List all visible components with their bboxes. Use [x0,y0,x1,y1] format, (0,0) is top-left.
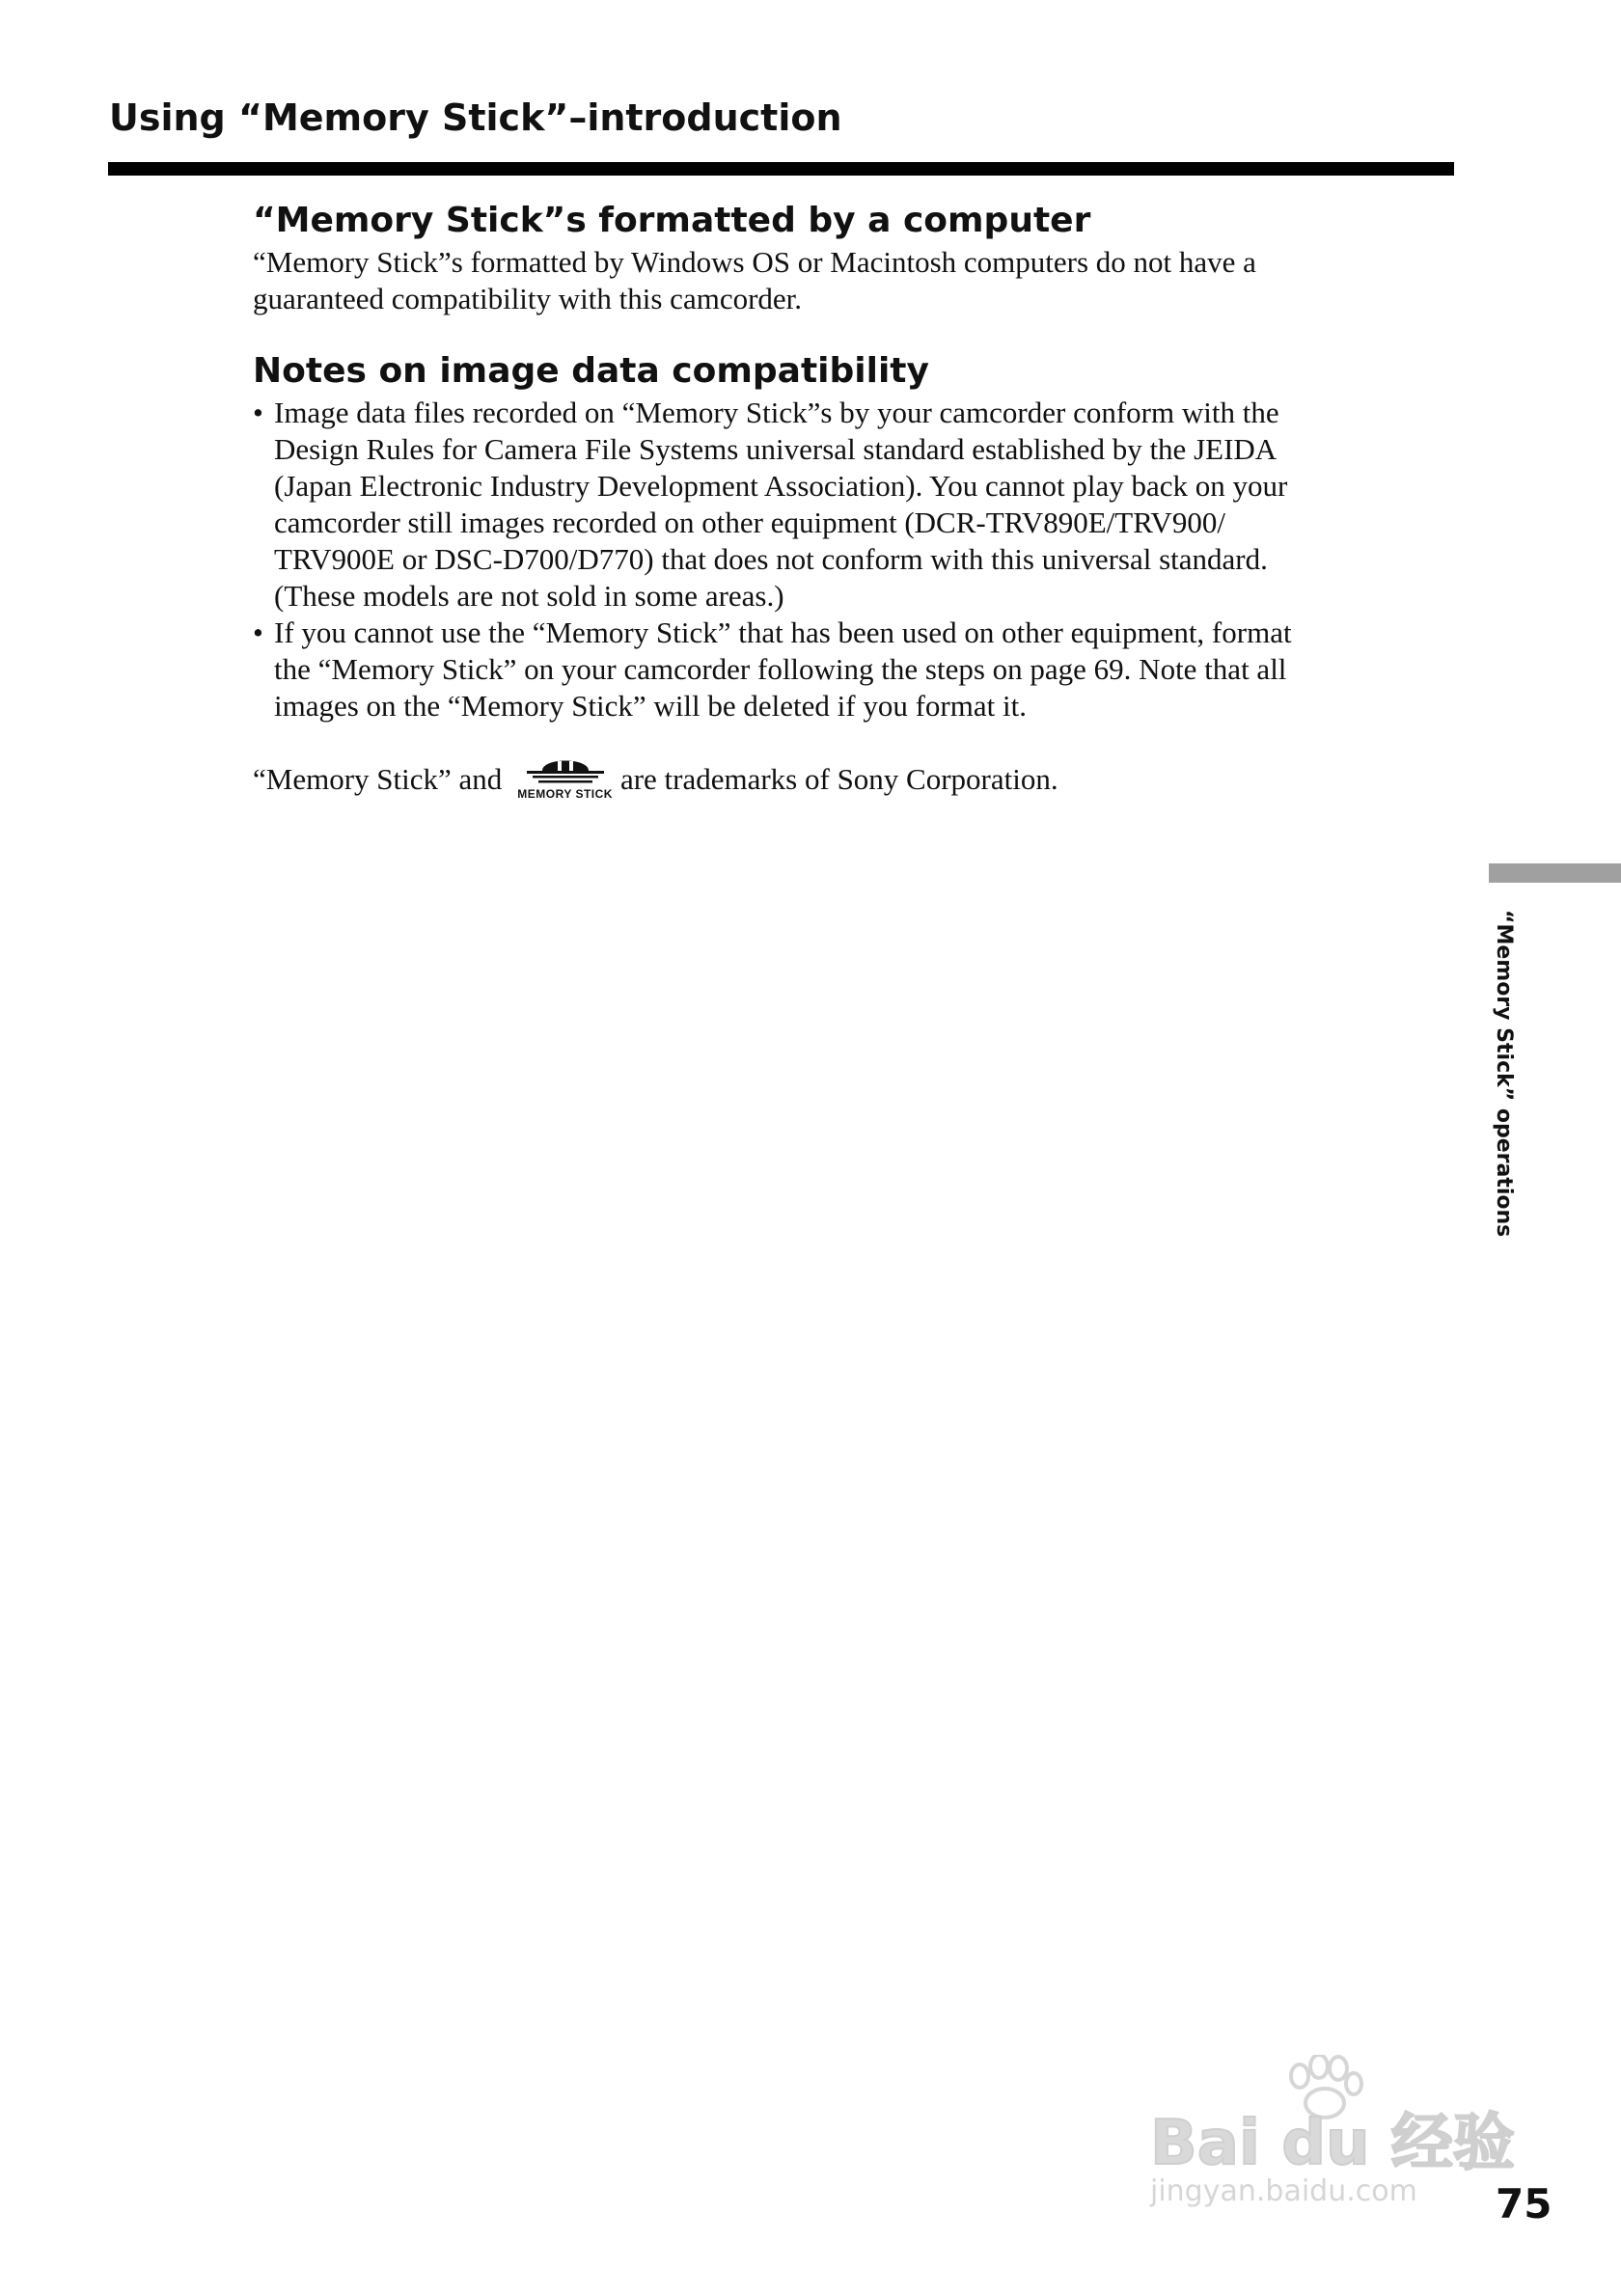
watermark-url: jingyan.baidu.com [1150,2174,1417,2208]
bullet-icon: • [253,615,263,649]
bullet-icon: • [253,396,263,429]
page-title: Using “Memory Stick”–introduction [109,96,842,139]
text-line: (Japan Electronic Industry Development Association). You cannot play back on your [274,469,1288,503]
text-line: If you cannot use the “Memory Stick” that has been used on other equipment, format [274,615,1292,649]
main-content [253,198,1449,800]
section-heading: “Memory Stick”s formatted by a computer [253,201,1091,240]
header-rule [108,162,1454,176]
text-line: the “Memory Stick” on your camcorder following the steps on page 69. Note that all [274,652,1287,686]
text-line: Image data files recorded on “Memory Stick”s by your camcorder conform with the [274,396,1279,429]
watermark-brand: Bai du 经验 [1150,2108,1515,2179]
text-line: Design Rules for Camera File Systems universal standard established by the JEIDA [274,432,1278,466]
trademark-text-before: “Memory Stick” and [253,762,503,796]
logo-text: MEMORY STICK [517,787,613,801]
chapter-tab-marker [1489,863,1621,883]
chapter-tab-label: “Memory Stick” operations [1492,910,1516,1238]
notes-list [253,395,1449,724]
text-line: TRV900E or DSC-D700/D770) that does not conform with this universal standard. [274,542,1268,576]
text-line: guaranteed compatibility with this camcorder. [253,282,803,315]
section-heading: Notes on image data compatibility [253,351,929,391]
text-line: images on the “Memory Stick” will be deleted if you format it. [274,689,1027,723]
trademark-text-after: are trademarks of Sony Corporation. [619,762,1058,796]
text-line: “Memory Stick”s formatted by Windows OS or Macintosh computers do not have a [253,245,1256,279]
list-item [253,395,1449,615]
text-line: camcorder still images recorded on other equipment (DCR-TRV890E/TRV900/ [274,506,1225,539]
memory-stick-logo-icon [525,753,606,786]
list-item [253,615,1449,724]
page-number: 75 [1496,2180,1552,2228]
watermark [1150,2055,1536,2228]
trademark-note [253,759,1449,800]
section-formatted-by-computer [253,198,1449,317]
body-paragraph [253,244,1449,317]
section-image-data-compatibility [253,348,1449,724]
memory-stick-logo [517,753,613,800]
text-line: (These models are not sold in some areas.) [274,579,784,613]
